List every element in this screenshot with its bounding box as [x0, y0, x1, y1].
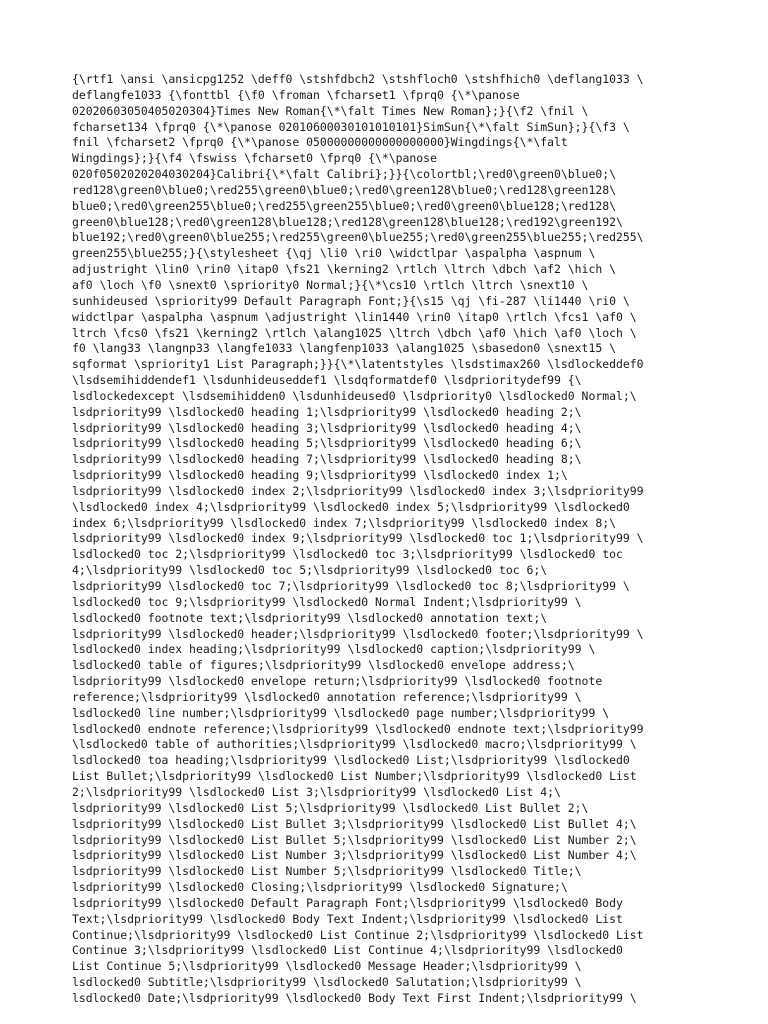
text-line: lsdpriority99 \lsdlocked0 List Bullet 5;\lsdpriority99 \lsdlocked0 List Number 2;\: [72, 832, 637, 847]
text-line: Continue;\lsdpriority99 \lsdlocked0 List Continue 2;\lsdpriority99 \lsdlocked0 List: [72, 927, 644, 942]
text-line: widctlpar \aspalpha \aspnum \adjustright \lin1440 \rin0 \itap0 \rtlch \fcs1 \af0 \: [72, 309, 637, 324]
text-line: \lsdlocked0 table of authorities;\lsdpriority99 \lsdlocked0 macro;\lsdpriority99 \: [72, 737, 637, 752]
text-line: index 6;\lsdpriority99 \lsdlocked0 index 7;\lsdpriority99 \lsdlocked0 index 8;\: [72, 515, 616, 530]
text-line: lsdlocked0 index heading;\lsdpriority99 \lsdlocked0 caption;\lsdpriority99 \: [72, 642, 596, 657]
text-line: 2;\lsdpriority99 \lsdlocked0 List 3;\lsdpriority99 \lsdlocked0 List 4;\: [72, 784, 561, 799]
text-line: f0 \lang33 \langnp33 \langfe1033 \langfenp1033 \alang1025 \sbasedon0 \snext15 \: [72, 341, 616, 356]
text-line: deflangfe1033 {\fonttbl {\f0 \froman \fcharset1 \fprq0 {\*\panose: [72, 87, 520, 102]
text-line: blue0;\red0\green255\blue0;\red255\green255\blue0;\red0\green0\blue128;\red128\: [72, 198, 616, 213]
text-line: lsdlocked0 toa heading;\lsdpriority99 \lsdlocked0 List;\lsdpriority99 \lsdlocked0: [72, 753, 630, 768]
text-line: Wingdings};}{\f4 \fswiss \fcharset0 \fprq0 {\*\panose: [72, 151, 437, 166]
text-line: {\rtf1 \ansi \ansicpg1252 \deff0 \stshfdbch2 \stshfloch0 \stshfhich0 \deflang1033 \: [72, 72, 644, 86]
text-line: lsdpriority99 \lsdlocked0 List Number 5;\lsdpriority99 \lsdlocked0 Title;\: [72, 864, 582, 879]
text-line: lsdpriority99 \lsdlocked0 heading 5;\lsdpriority99 \lsdlocked0 heading 6;\: [72, 436, 582, 451]
text-line: 02020603050405020304}Times New Roman{\*\falt Times New Roman};}{\f2 \fnil \: [72, 103, 589, 118]
text-line: \lsdsemihiddendef1 \lsdunhideuseddef1 \lsdqformatdef0 \lsdprioritydef99 {\: [72, 373, 582, 388]
text-line: lsdpriority99 \lsdlocked0 heading 7;\lsdpriority99 \lsdlocked0 heading 8;\: [72, 452, 582, 467]
text-line: 4;\lsdpriority99 \lsdlocked0 toc 5;\lsdpriority99 \lsdlocked0 toc 6;\: [72, 563, 548, 578]
text-line: ltrch \fcs0 \fs21 \kerning2 \rtlch \alang1025 \ltrch \dbch \af0 \hich \af0 \loch \: [72, 325, 637, 340]
text-line: lsdpriority99 \lsdlocked0 Default Paragraph Font;\lsdpriority99 \lsdlocked0 Body: [72, 895, 623, 910]
text-line: lsdpriority99 \lsdlocked0 Closing;\lsdpriority99 \lsdlocked0 Signature;\: [72, 880, 568, 895]
text-line: lsdpriority99 \lsdlocked0 index 2;\lsdpriority99 \lsdlocked0 index 3;\lsdpriority99: [72, 483, 644, 498]
text-line: lsdlockedexcept \lsdsemihidden0 \lsdunhideused0 \lsdpriority0 \lsdlocked0 Normal;\: [72, 388, 637, 403]
text-line: lsdlocked0 Subtitle;\lsdpriority99 \lsdlocked0 Salutation;\lsdpriority99 \: [72, 975, 582, 990]
text-line: lsdpriority99 \lsdlocked0 List Bullet 3;\lsdpriority99 \lsdlocked0 List Bullet 4;\: [72, 816, 637, 831]
text-line: lsdlocked0 line number;\lsdpriority99 \lsdlocked0 page number;\lsdpriority99 \: [72, 705, 610, 720]
text-line: lsdlocked0 toc 2;\lsdpriority99 \lsdlocked0 toc 3;\lsdpriority99 \lsdlocked0 toc: [72, 547, 623, 562]
text-line: lsdlocked0 footnote text;\lsdpriority99 \lsdlocked0 annotation text;\: [72, 610, 548, 625]
text-line: lsdlocked0 toc 9;\lsdpriority99 \lsdlocked0 Normal Indent;\lsdpriority99 \: [72, 594, 582, 609]
text-line: red128\green0\blue0;\red255\green0\blue0;\red0\green128\blue0;\red128\green128\: [72, 182, 616, 197]
text-line: List Continue 5;\lsdpriority99 \lsdlocked0 Message Header;\lsdpriority99 \: [72, 959, 582, 974]
text-line: lsdpriority99 \lsdlocked0 heading 9;\lsdpriority99 \lsdlocked0 index 1;\: [72, 468, 568, 483]
text-line: lsdpriority99 \lsdlocked0 heading 1;\lsdpriority99 \lsdlocked0 heading 2;\: [72, 404, 582, 419]
text-line: lsdlocked0 table of figures;\lsdpriority99 \lsdlocked0 envelope address;\: [72, 658, 575, 673]
text-line: lsdpriority99 \lsdlocked0 index 9;\lsdpriority99 \lsdlocked0 toc 1;\lsdpriority99 \: [72, 531, 644, 546]
text-line: \lsdlocked0 index 4;\lsdpriority99 \lsdlocked0 index 5;\lsdpriority99 \lsdlocked0: [72, 499, 630, 514]
text-line: green255\blue255;}{\stylesheet {\qj \li0 \ri0 \widctlpar \aspalpha \aspnum \: [72, 246, 596, 261]
text-line: lsdpriority99 \lsdlocked0 envelope return;\lsdpriority99 \lsdlocked0 footnote: [72, 674, 603, 689]
text-line: Text;\lsdpriority99 \lsdlocked0 Body Text Indent;\lsdpriority99 \lsdlocked0 List: [72, 911, 623, 926]
text-line: 020f0502020204030204}Calibri{\*\falt Calibri};}}{\colortbl;\red0\green0\blue0;\: [72, 167, 616, 182]
text-line: Continue 3;\lsdpriority99 \lsdlocked0 List Continue 4;\lsdpriority99 \lsdlocked0: [72, 943, 623, 958]
text-line: reference;\lsdpriority99 \lsdlocked0 annotation reference;\lsdpriority99 \: [72, 689, 582, 704]
text-line: af0 \loch \f0 \snext0 \spriority0 Normal;}{\*\cs10 \rtlch \ltrch \snext10 \: [72, 277, 589, 292]
text-line: lsdlocked0 endnote reference;\lsdpriority99 \lsdlocked0 endnote text;\lsdpriority99: [72, 721, 644, 736]
text-line: sunhideused \spriority99 Default Paragraph Font;}{\s15 \qj \fi-287 \li1440 \ri0 \: [72, 293, 630, 308]
text-line: lsdlocked0 Date;\lsdpriority99 \lsdlocked0 Body Text First Indent;\lsdpriority99 \: [72, 990, 637, 1005]
text-line: List Bullet;\lsdpriority99 \lsdlocked0 List Number;\lsdpriority99 \lsdlocked0 List: [72, 769, 637, 784]
text-line: fcharset134 \fprq0 {\*\panose 02010600030101010101}SimSun{\*\falt SimSun};}{\f3 \: [72, 119, 630, 134]
text-line: lsdpriority99 \lsdlocked0 header;\lsdpriority99 \lsdlocked0 footer;\lsdpriority99 \: [72, 626, 644, 641]
text-line: sqformat \spriority1 List Paragraph;}}{\*\latentstyles \lsdstimax260 \lsdlockeddef0: [72, 357, 644, 372]
text-line: lsdpriority99 \lsdlocked0 List 5;\lsdpriority99 \lsdlocked0 List Bullet 2;\: [72, 800, 589, 815]
rtf-source-text: [72, 72, 702, 1007]
text-line: fnil \fcharset2 \fprq0 {\*\panose 05000000000000000000}Wingdings{\*\falt: [72, 135, 568, 150]
text-line: adjustright \lin0 \rin0 \itap0 \fs21 \kerning2 \rtlch \ltrch \dbch \af2 \hich \: [72, 262, 616, 277]
text-line: lsdpriority99 \lsdlocked0 toc 7;\lsdpriority99 \lsdlocked0 toc 8;\lsdpriority99 \: [72, 579, 630, 593]
text-line: lsdpriority99 \lsdlocked0 List Number 3;\lsdpriority99 \lsdlocked0 List Number 4;\: [72, 848, 637, 863]
text-line: lsdpriority99 \lsdlocked0 heading 3;\lsdpriority99 \lsdlocked0 heading 4;\: [72, 420, 582, 435]
text-line: green0\blue128;\red0\green128\blue128;\red128\green128\blue128;\red192\green192\: [72, 214, 623, 229]
text-line: blue192;\red0\green0\blue255;\red255\green0\blue255;\red0\green255\blue255;\red255\: [72, 230, 644, 245]
